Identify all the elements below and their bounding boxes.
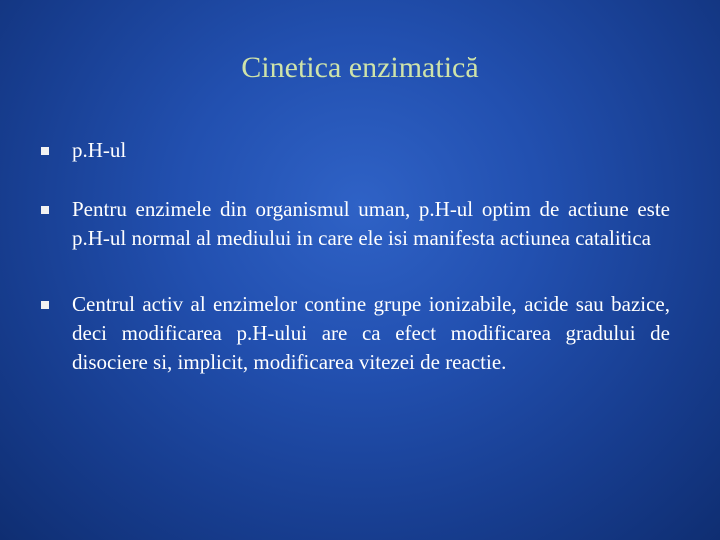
bullet-text: Centrul activ al enzimelor contine grupe ionizabile, acide sau bazice, deci modificarea p.H-ului are ca efect modificarea gradului de disociere si, implicit, modificarea vitezei de reactie. [72, 292, 670, 374]
slide-title: Cinetica enzimatică [241, 51, 479, 84]
bullet-list [40, 136, 670, 405]
bullet-text: p.H-ul [72, 138, 127, 162]
list-item [40, 136, 670, 165]
bullet-text: Pentru enzimele din organismul uman, p.H-ul optim de actiune este p.H-ul normal al mediului in care ele isi manifesta actiunea catalitica [72, 197, 670, 250]
list-item [40, 290, 670, 377]
list-item [40, 195, 670, 253]
square-bullet-icon [41, 301, 49, 309]
square-bullet-icon [41, 206, 49, 214]
square-bullet-icon [41, 147, 49, 155]
